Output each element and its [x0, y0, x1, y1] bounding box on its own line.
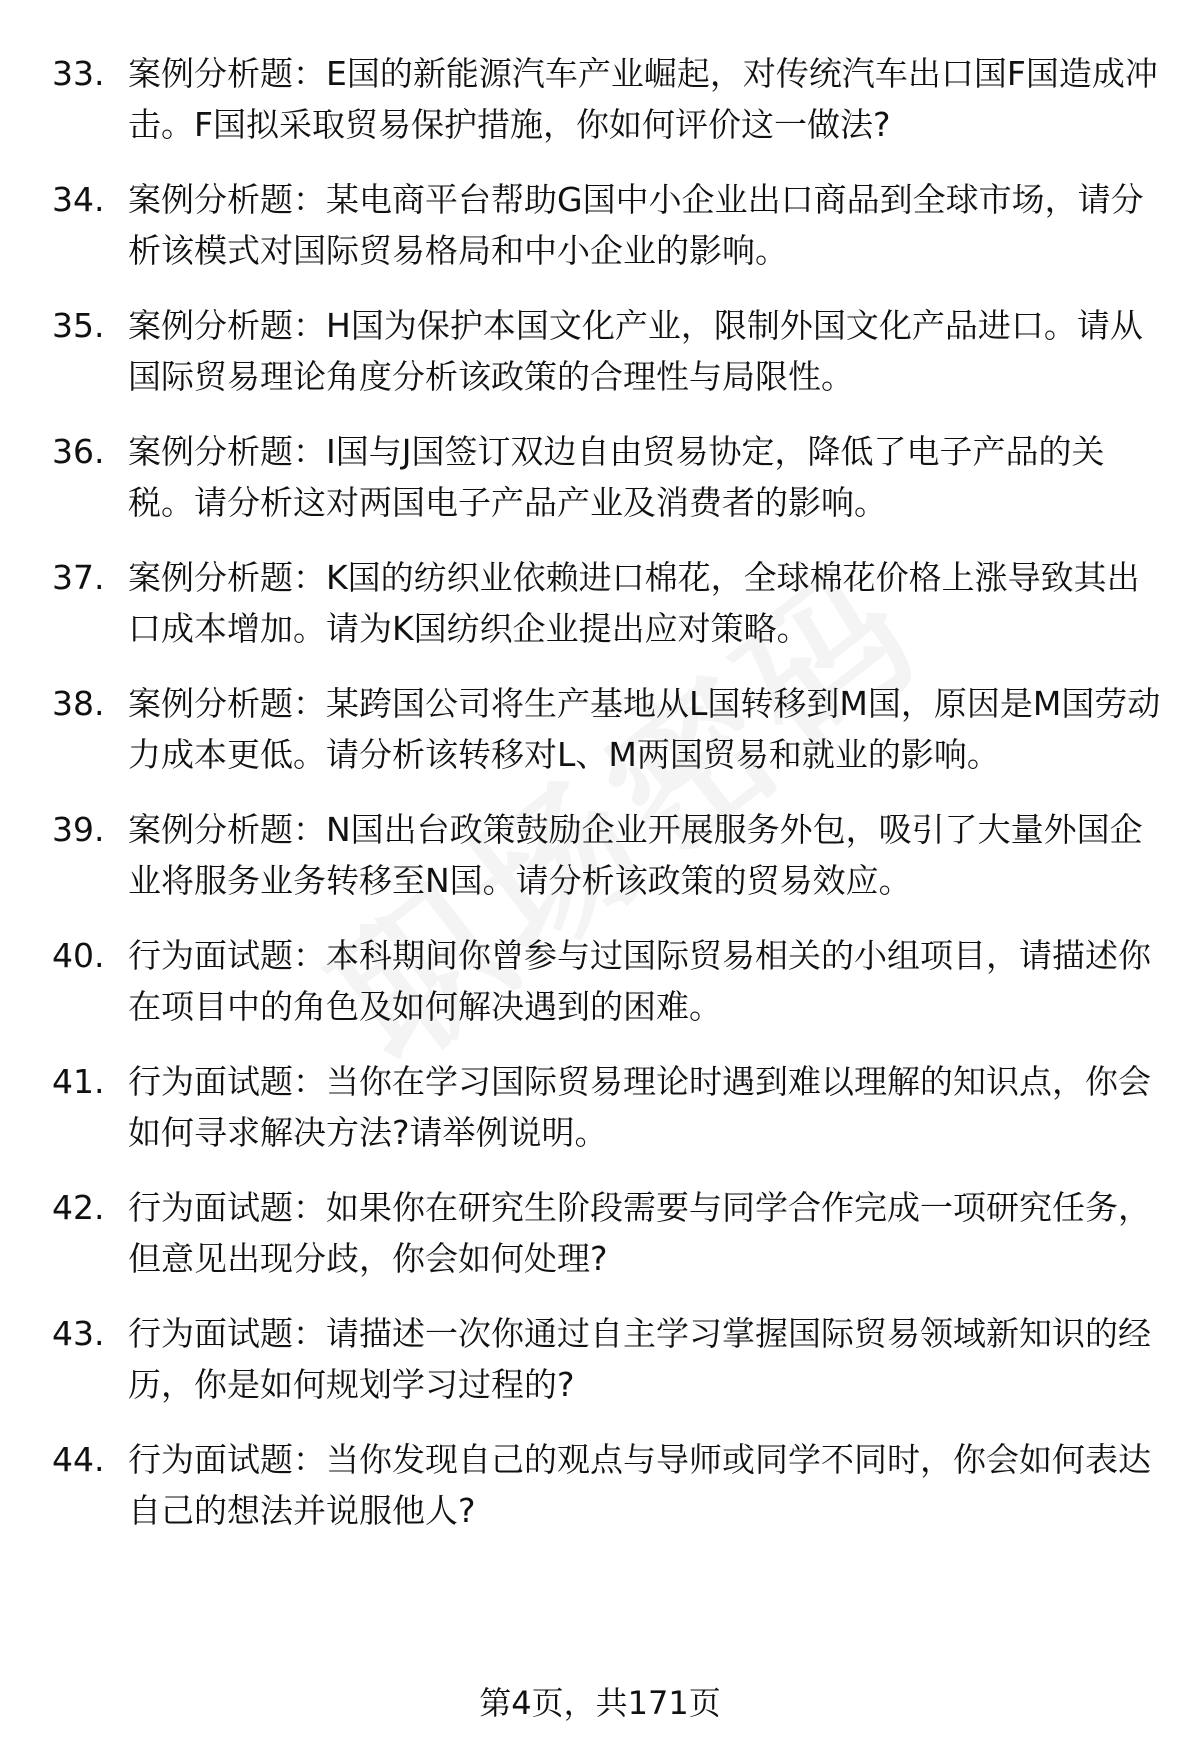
question-text: 行为面试题：当你在学习国际贸易理论时遇到难以理解的知识点，你会如何寻求解决方法?请举例说明。 — [128, 1062, 1151, 1152]
question-item — [52, 1308, 1162, 1410]
question-number: 37. — [52, 558, 105, 597]
question-text: 案例分析题：N国出台政策鼓励企业开展服务外包，吸引了大量外国企业将服务业务转移至N国。请分析该政策的贸易效应。 — [128, 810, 1143, 900]
question-item — [52, 1182, 1162, 1284]
question-number: 34. — [52, 180, 105, 219]
question-number: 39. — [52, 810, 105, 849]
question-item — [52, 930, 1162, 1032]
question-text: 案例分析题：某跨国公司将生产基地从L国转移到M国，原因是M国劳动力成本更低。请分析该转移对L、M两国贸易和就业的影响。 — [128, 684, 1161, 774]
question-number: 33. — [52, 54, 105, 93]
question-text: 案例分析题：I国与J国签订双边自由贸易协定，降低了电子产品的关税。请分析这对两国电子产品产业及消费者的影响。 — [128, 432, 1105, 522]
question-item — [52, 1056, 1162, 1158]
question-item — [52, 300, 1162, 402]
question-text: 案例分析题：某电商平台帮助G国中小企业出口商品到全球市场，请分析该模式对国际贸易格局和中小企业的影响。 — [128, 180, 1144, 270]
question-text: 案例分析题：E国的新能源汽车产业崛起，对传统汽车出口国F国造成冲击。F国拟采取贸易保护措施，你如何评价这一做法? — [128, 54, 1158, 144]
question-number: 40. — [52, 936, 105, 975]
question-item — [52, 552, 1162, 654]
question-item — [52, 48, 1162, 150]
question-list — [52, 48, 1162, 1560]
question-number: 42. — [52, 1188, 105, 1227]
question-text: 行为面试题：请描述一次你通过自主学习掌握国际贸易领域新知识的经历，你是如何规划学习过程的? — [128, 1314, 1151, 1404]
question-item — [52, 174, 1162, 276]
question-number: 35. — [52, 306, 105, 345]
question-item — [52, 678, 1162, 780]
question-text: 行为面试题：当你发现自己的观点与导师或同学不同时，你会如何表达自己的想法并说服他人? — [128, 1440, 1151, 1530]
page-indicator: 第4页，共171页 — [479, 1684, 721, 1722]
question-item — [52, 804, 1162, 906]
question-number: 44. — [52, 1440, 105, 1479]
question-item — [52, 426, 1162, 528]
question-text: 行为面试题：如果你在研究生阶段需要与同学合作完成一项研究任务，但意见出现分歧，你会如何处理? — [128, 1188, 1151, 1278]
question-number: 38. — [52, 684, 105, 723]
question-text: 行为面试题：本科期间你曾参与过国际贸易相关的小组项目，请描述你在项目中的角色及如何解决遇到的困难。 — [128, 936, 1151, 1026]
page-footer — [0, 1683, 1200, 1723]
question-text: 案例分析题：H国为保护本国文化产业，限制外国文化产品进口。请从国际贸易理论角度分析该政策的合理性与局限性。 — [128, 306, 1143, 396]
question-text: 案例分析题：K国的纺织业依赖进口棉花，全球棉花价格上涨导致其出口成本增加。请为K国纺织企业提出应对策略。 — [128, 558, 1140, 648]
question-number: 41. — [52, 1062, 105, 1101]
question-item — [52, 1434, 1162, 1536]
question-number: 36. — [52, 432, 105, 471]
question-number: 43. — [52, 1314, 105, 1353]
